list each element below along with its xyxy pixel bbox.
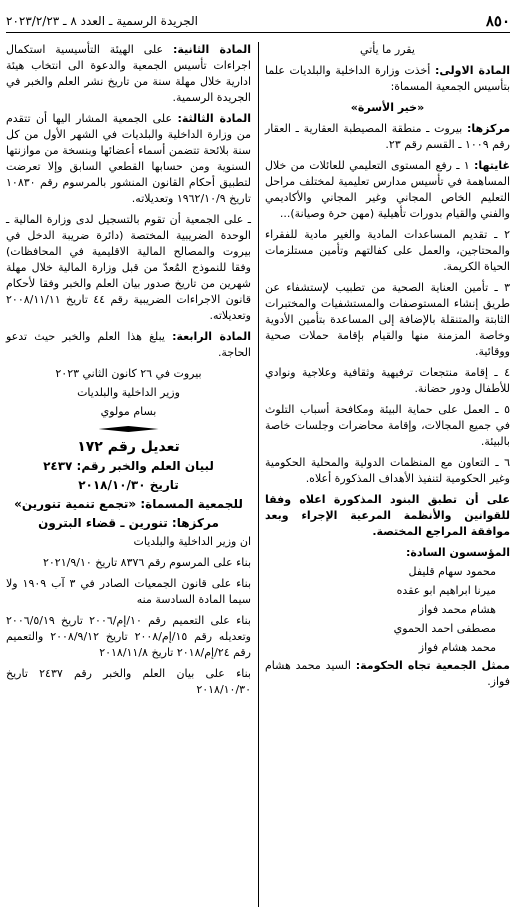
association-name: «خير الأسرة» [350,101,425,114]
government-representative [265,658,510,690]
goal-item: ٢ ـ تقديم المساعدات المادية والغير مادية للفقراء والمحتاجين، والعمل على كفالتهم وتأمين مستلزمات الحياة الكريمة. [265,228,510,273]
article-4-label: المادة الرابعة: [172,330,251,343]
goal-text: ١ ـ رفع المستوى التعليمي للعائلات من خلال المساهمة في تأسيس مدارس تعليمية لمختلف مراحل التعليم الخاص المجاني وغير المجاني والأكاديمي والفني والقيام بدورات تأهيلية (مهن حرة وصيانة)... [265,159,510,220]
recital: بناء على بيان العلم والخبر رقم ٢٤٣٧ تاريخ ٢٠١٨/١٠/٣٠ [6,667,251,696]
amendment-notice-date: تاريخ ٢٠١٨/١٠/٣٠ [78,478,179,492]
representative-text: السيد محمد هشام فواز. [265,659,510,688]
goals-label: غايتها: [473,159,511,172]
headquarters [265,121,510,153]
founders-list [265,563,510,656]
right-column [265,42,510,695]
article-4 [6,329,251,361]
column-divider [258,42,259,907]
amendment-headquarters: مركزها: تنورين ـ قضاء البترون [38,516,219,530]
article-2-label: المادة الثانية: [173,43,251,56]
recital: بناء على قانون الجمعيات الصادر في ٣ آب ١٩٠٩ ولا سيما المادة السادسة منه [6,577,252,606]
representative-label: ممثل الجمعية تجاه الحكومة: [355,659,510,672]
recital: بناء على التعميم رقم ١٠/إم/٢٠٠٦ تاريخ ٢٠٠٦/٥/١٩ وتعديله رقم ١٥/إم/٢٠٠٨ تاريخ ٢٠٠٨/٩/١٢ والتعميم رقم ٢٤/إم/٢٠١٨ تاريخ ٢٠١٨/١١/٨ [6,614,251,659]
article-1-label: المادة الاولى: [435,64,510,77]
article-3 [6,111,251,207]
article-2-text: على الهيئة التأسيسية استكمال اجراءات تأسيس الجمعية والدعوة الى انتخاب هيئة ادارية خلال مهلة سنة من تاريخ نشر العلم والخبر في الجريدة الرسمية. [6,43,251,104]
goal-item [265,158,510,222]
goal-item: ٣ ـ تأمين العناية الصحية من تطبيب لإستشفاء عن طريق إنشاء المستوصفات والمستشفيات والمختبرات الثابتة والمتنقلة بالإضافة إلى المساعدة بتأمين الأدوية وخاصة المزمنة منها والقيام بإقامة حملات صحية ووقائية. [265,281,510,358]
left-column [6,42,251,703]
founder-name: هشام محمد فواز [418,603,496,616]
article-1 [265,63,510,95]
page-header [6,10,510,33]
signature-date: بيروت في ٢٦ كانون الثاني ٢٠٢٣ [55,367,202,380]
goal-item: ٤ ـ إقامة منتجعات ترفيهية وثقافية وعلاجية ونوادي للأطفال ودور حضانة. [265,366,510,395]
section-separator [99,426,159,432]
minister-intro: ان وزير الداخلية والبلديات [133,535,251,548]
signature-name: بسام مولوي [100,405,157,418]
amendment-notice-number: لبيان العلم والخبر رقم: ٢٤٣٧ [43,459,214,473]
article-1-text: أخذت وزارة الداخلية والبلديات علما بتأسيس الجمعية المسماة: [265,64,510,93]
signature-title: وزير الداخلية والبلديات [77,386,180,399]
founder-name: ميرنا ابراهيم ابو عقده [396,584,496,597]
founders-label: المؤسسون السادة: [405,546,510,559]
page-number: ٨٥٠ [485,12,510,30]
founder-name: محمود سهام قليفل [408,565,496,578]
article-4-text: يبلغ هذا العلم والخبر حيث تدعو الحاجة. [6,330,251,359]
headquarters-text: بيروت ـ منطقة المصيطبة العقارية ـ العقار رقم ١٠٠٩ ـ القسم رقم ٢٣. [265,122,510,151]
amendment-association: للجمعية المسماة: «تجمع تنمية تنورين» [14,497,243,511]
signature-block [6,366,251,420]
article-2 [6,42,251,106]
amendment-title: تعديل رقم ١٧٢ [77,439,180,455]
tax-registration-clause: ـ على الجمعية أن تقوم بالتسجيل لدى وزارة المالية ـ الوحدة الضريبية المختصة (دائرة ضريبة الدخل في بيروت والمصالح المالية الاقليمية في المحافظات) وفقا للنموذج المُعدّ من قبل وزارة المالية خلال مهلة شهرين من تاريخ صدور بيان العلم والخبر وفقا لأحكام قانون الاجراءات الضريبية رقم ٤٤ تاريخ ٢٠٠٨/١١/١١ وتعديلاته. [6,213,251,322]
article-3-label: المادة الثالثة: [177,112,251,125]
publication-line: الجريدة الرسمية ـ العدد ٨ ـ ٢٠٢٣/٢/٢٣ [6,14,198,28]
founder-name: محمد هشام فواز [418,641,496,654]
article-3-text: على الجمعية المشار اليها أن تتقدم من وزارة الداخلية والبلديات في الشهر الأول من كل سنة بلائحة تتضمن أسماء أعضائها وبنسخة من موازنتها السنوية ومن حسابها القطعي السابق وإلا تعرضت لتطبيق أحكام القانون المنشور بالمرسوم رقم ١٠٨٣٠ تاريخ ١٩٦٢/١٠/٩ وتعديلاته. [6,112,251,205]
decision-intro: يقرر ما يأتي [360,43,415,56]
headquarters-label: مركزها: [466,122,511,135]
goal-item: ٥ ـ العمل على حماية البيئة ومكافحة أسباب التلوث في جميع المجالات، وإقامة محاضرات وجلسات خاصة بالبيئة. [265,403,510,448]
recital: بناء على المرسوم رقم ٨٣٧٦ تاريخ ٢٠٢١/٩/١٠ [42,556,251,569]
compliance-clause: على أن تطبق البنود المذكورة اعلاه وفقا للقوانين والأنظمة المرعية الإجراء وبعد موافقة المراجع المختصة. [265,493,510,538]
goal-item: ٦ ـ التعاون مع المنظمات الدولية والمحلية الحكومية وغير الحكومية لتنفيذ الأهداف المذكورة أعلاه. [265,456,510,485]
founder-name: مصطفى احمد الحموي [393,622,496,635]
